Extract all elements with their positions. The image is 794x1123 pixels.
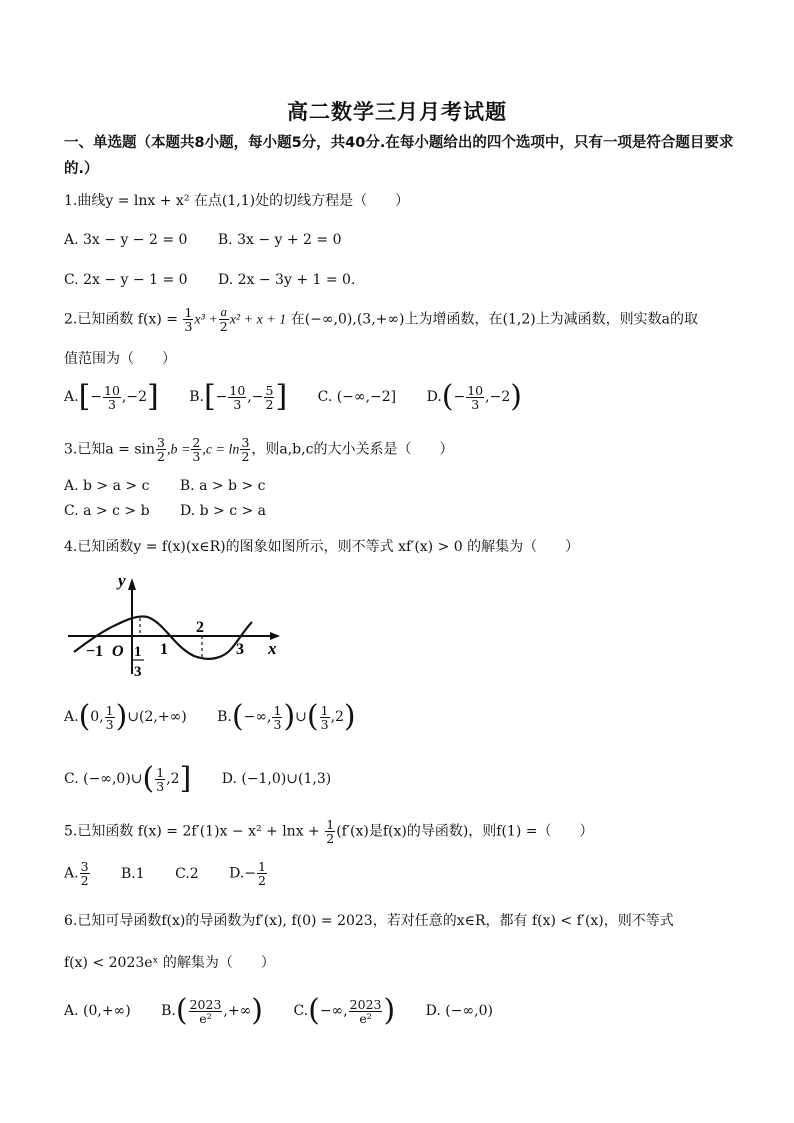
q5-option-d: D.− $\frac{1}{2}$ — [229, 859, 266, 888]
question-4: 4.已知函数y = f(x)(x∈R)的图象如图所示，则不等式 xf′(x) > 0 的解集为（ ） — [64, 539, 580, 555]
q3-suffix: ，则a,b,c的大小关系是（ ） — [251, 441, 454, 458]
q4-option-b: B.(−∞, $\frac{1}{3}$ )∪( $\frac{1}{3}$ ,2) — [217, 699, 356, 734]
tick-neg1: −1 — [86, 643, 104, 660]
question-6-cont: f(x) < 2023eˣ 的解集为（ ） — [64, 955, 275, 971]
q3-option-d: D. b > c > a — [179, 503, 267, 519]
tick-third-den: 3 — [134, 664, 142, 680]
q5-prefix: 5.已知函数 f(x) = 2f′(1)x − x² + lnx + — [64, 823, 325, 840]
q6-options — [64, 993, 519, 1028]
q2-option-b: B.[− $\frac{10}{3}$ ,− $\frac{5}{2}$ ] — [189, 379, 288, 414]
q2-options — [64, 379, 548, 414]
q4-option-d: D. (−1,0)∪(1,3) — [221, 771, 332, 787]
exam-title: 高二数学三月月考试题 — [287, 100, 507, 124]
q2-option-a: A.[− $\frac{10}{3}$ ,−2] — [64, 379, 159, 414]
q5-option-a: A. $\frac{3}{2}$ — [64, 859, 89, 888]
q3-option-a: A. b > a > c — [64, 478, 150, 494]
tick-3: 3 — [236, 641, 244, 658]
q1-option-c: C. 2x − y − 1 = 0 — [64, 272, 188, 288]
q6-option-c: C.(−∞, $\frac{2023}{\text{e²}}$ ) — [293, 993, 396, 1028]
x-label: x — [268, 639, 277, 658]
q2-option-d: D.(− $\frac{10}{3}$ ,−2) — [426, 379, 522, 414]
q1-option-d: D. 2x − 3y + 1 = 0. — [218, 272, 356, 288]
q5-option-b: B.1 — [120, 865, 145, 882]
q1-option-a: A. 3x − y − 2 = 0 — [64, 232, 188, 248]
tick-third-num: 1 — [134, 644, 142, 660]
question-3: 3.已知a = sin $\frac{3}{2}$ ,b = $\frac{2}{3}$ ,c = ln $\frac{3}{2}$ ，则a,b,c的大小关系是（ ） — [64, 435, 454, 464]
question-5: 5.已知函数 f(x) = 2f′(1)x − x² + lnx + $\frac{1}{2}$ (f′(x)是f(x)的导函数)，则f(1) =（ ） — [64, 817, 594, 846]
q3-options-row2 — [64, 503, 292, 519]
q2-frac-1-3: $\frac{1}{3}$ — [184, 305, 193, 334]
q6-option-a: A. (0,+∞) — [64, 1003, 131, 1019]
q3-option-b: B. a > b > c — [179, 478, 266, 494]
q4-options-row1 — [64, 699, 382, 734]
question-1: 1.曲线y = lnx + x² 在点(1,1)处的切线方程是（ ） — [64, 193, 410, 209]
q5-options — [64, 860, 294, 887]
question-2: 2.已知函数 f(x) = $\frac{1}{3}$ x³ + $\frac{a}{2}$ x² + x + 1 在(−∞,0),(3,+∞)上为增函数，在(1,2)上为减函数，则实数a的取 — [64, 305, 699, 334]
q5-option-c: C.2 — [175, 865, 199, 882]
tick-2: 2 — [196, 619, 204, 636]
q2-prefix: 2.已知函数 f(x) = — [64, 311, 183, 328]
q5-suffix: (f′(x)是f(x)的导函数)，则f(1) =（ ） — [336, 823, 594, 840]
q3-prefix: 3.已知a = sin — [64, 441, 156, 458]
origin-label: O — [112, 643, 124, 660]
q2-frac-a-2: $\frac{a}{2}$ — [219, 305, 228, 334]
y-label: y — [118, 571, 126, 590]
q3-option-c: C. a > c > b — [64, 503, 150, 519]
q6-option-d: D. (−∞,0) — [425, 1003, 493, 1019]
function-graph — [64, 568, 284, 680]
q2-mid: 在(−∞,0),(3,+∞)上为增函数，在(1,2)上为减函数，则实数a的取 — [286, 311, 699, 328]
question-6: 6.已知可导函数f(x)的导函数为f′(x), f(0) = 2023，若对任意的x∈R，都有 f(x) < f′(x)，则不等式 — [64, 913, 674, 929]
q1-options-row1 — [64, 232, 368, 248]
q4-option-a: A.(0, $\frac{1}{3}$ )∪(2,+∞) — [64, 699, 187, 734]
section-heading: 一、单选题（本题共8小题，每小题5分，共40分.在每小题给出的四个选项中，只有一项是符合题目要求的.） — [64, 135, 734, 177]
q4-option-c: C. (−∞,0)∪( $\frac{1}{3}$ ,2] — [64, 761, 192, 796]
q4-options-row2 — [64, 761, 357, 796]
q1-option-b: B. 3x − y + 2 = 0 — [217, 232, 342, 248]
q3-options-row1 — [64, 478, 291, 494]
question-2-cont: 值范围为（ ） — [64, 351, 176, 367]
y-axis-arrow — [128, 578, 136, 590]
q1-options-row2 — [64, 272, 381, 288]
tick-1: 1 — [160, 641, 168, 658]
q6-option-b: B.( $\frac{2023}{\text{e²}}$ ,+∞) — [161, 993, 263, 1028]
q2-option-c: C. (−∞,−2] — [317, 389, 397, 405]
